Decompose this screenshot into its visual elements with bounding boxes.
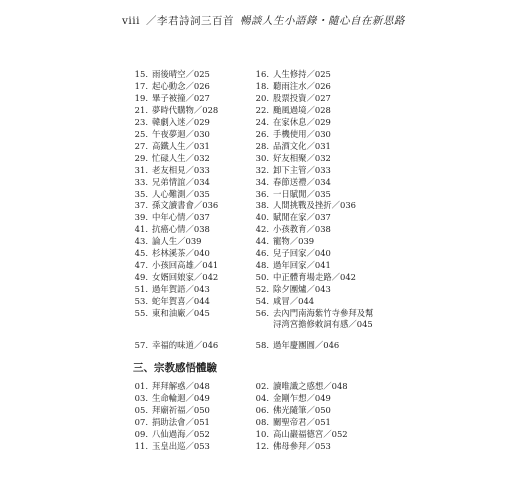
entry-title: 拜拜解惑／048	[152, 381, 210, 391]
entry-number: 26.	[255, 128, 269, 139]
entry-number: 15.	[134, 69, 148, 79]
toc-entry	[253, 308, 374, 330]
entry-title: 關聖帝君／051	[273, 416, 331, 427]
entry-number: 01.	[134, 381, 148, 391]
entry-number: 43.	[134, 236, 148, 247]
entry-number: 29.	[134, 152, 148, 163]
entry-number: 32.	[255, 164, 269, 175]
entry-number: 42.	[255, 224, 269, 235]
entry-number: 44.	[255, 236, 269, 247]
entry-number: 04.	[255, 392, 269, 403]
entry-title: 幸福的味道／046	[152, 340, 219, 350]
toc-entry	[253, 165, 331, 176]
toc-entry	[253, 81, 331, 92]
entry-title: 一日賦閒／035	[273, 188, 331, 199]
entry-title: 春節送禮／034	[273, 176, 331, 187]
toc-entry	[253, 200, 356, 211]
toc-entry	[253, 296, 314, 307]
entry-title: 午夜夢迴／030	[152, 128, 210, 139]
toc-entry	[132, 93, 210, 104]
entry-title: 股票投資／027	[273, 92, 331, 103]
entry-number: 23.	[134, 116, 148, 127]
entry-number: 50.	[255, 272, 269, 283]
entry-title: 人間挑戰及挫折／036	[273, 200, 356, 211]
entry-title: 夢時代購物／028	[152, 104, 219, 115]
entry-title: 過年慶團圓／046	[273, 340, 340, 350]
toc-entry	[132, 177, 210, 188]
entry-number: 18.	[255, 80, 269, 91]
entry-number: 21.	[134, 104, 148, 115]
toc-entry	[253, 405, 331, 416]
entry-title: 手機使用／030	[273, 128, 331, 139]
entry-title: 人心難測／035	[152, 188, 210, 199]
entry-title: 金剛乍想／049	[273, 392, 331, 403]
entry-title: 咸冒／044	[273, 296, 315, 307]
toc-entry	[253, 236, 314, 247]
entry-title: 佛光隨筆／050	[273, 404, 331, 415]
toc-entry	[132, 81, 210, 92]
book-subtitle: 暢談人生小語錄・隨心自在新思路	[240, 15, 406, 27]
entry-number: 08.	[255, 416, 269, 427]
entry-title: 讀唯識之感想／048	[273, 381, 348, 391]
entry-title: 玉皇出巡／053	[152, 440, 210, 451]
toc-entry	[253, 117, 331, 128]
toc-entry	[253, 224, 331, 235]
entry-number: 20.	[255, 92, 269, 103]
toc-entry	[253, 105, 331, 116]
entry-title: 去內門南海紫竹寺參拜及幫	[273, 308, 374, 318]
toc-entry	[132, 189, 210, 200]
toc-entry	[132, 105, 218, 116]
toc-entry	[253, 212, 331, 223]
entry-number: 49.	[134, 272, 148, 283]
entry-title: 捐助法會／051	[152, 416, 210, 427]
toc-entry	[132, 117, 210, 128]
entry-title: 賦閒在家／037	[273, 212, 331, 223]
entry-number: 11.	[134, 440, 148, 451]
toc-entry	[253, 69, 331, 80]
entry-number: 56.	[255, 308, 269, 318]
entry-number: 16.	[255, 69, 269, 79]
entry-number: 38.	[255, 200, 269, 211]
entry-title: 兄弟情誼／034	[152, 176, 210, 187]
entry-number: 24.	[255, 116, 269, 127]
toc-entry	[253, 441, 331, 452]
entry-title: 畢子被撞／027	[152, 92, 210, 103]
page-header	[122, 13, 405, 28]
toc-entry	[253, 260, 331, 271]
toc-entry	[132, 284, 210, 295]
toc-entry	[132, 200, 218, 211]
entry-number: 31.	[134, 164, 148, 175]
entry-title: 蛇年賀喜／044	[152, 296, 210, 307]
toc-entry	[253, 417, 331, 428]
entry-number: 09.	[134, 428, 148, 439]
entry-title: 卸下主管／033	[273, 164, 331, 175]
toc-entry	[132, 141, 210, 152]
entry-title: 論人生／039	[152, 236, 202, 247]
entry-title: 人生修持／025	[273, 69, 331, 79]
entry-title-continued: 浔湾宮擔修敕詞有感／045	[273, 319, 373, 329]
toc-entry	[132, 381, 210, 392]
toc-entry	[132, 417, 210, 428]
entry-number: 41.	[134, 224, 148, 235]
entry-title: 中正體育場走路／042	[273, 272, 356, 283]
entry-title: 八仙過海／052	[152, 428, 210, 439]
toc-entry	[132, 129, 210, 140]
toc-entry	[132, 248, 210, 259]
entry-number: 40.	[255, 212, 269, 223]
entry-number: 28.	[255, 140, 269, 151]
toc-entry	[132, 429, 210, 440]
entry-number: 51.	[134, 284, 148, 295]
entry-title: 拜廟祈福／050	[152, 404, 210, 415]
entry-number: 55.	[134, 308, 148, 318]
toc-entry	[132, 308, 210, 319]
toc-entry	[253, 177, 331, 188]
entry-title: 寵物／039	[273, 236, 315, 247]
entry-number: 10.	[255, 428, 269, 439]
toc-entry	[253, 340, 339, 351]
entry-title: 杉林溪茶／040	[152, 248, 210, 259]
toc-entry	[132, 272, 218, 283]
entry-number: 45.	[134, 248, 148, 259]
toc-entry	[253, 189, 331, 200]
entry-number: 52.	[255, 284, 269, 295]
entry-number: 34.	[255, 176, 269, 187]
entry-number: 25.	[134, 128, 148, 139]
toc-entry	[253, 381, 348, 392]
toc-entry	[253, 284, 331, 295]
toc-entry	[253, 153, 331, 164]
entry-title: 小孩回高雄／041	[152, 260, 219, 271]
entry-title: 聽雨注水／026	[273, 80, 331, 91]
entry-number: 07.	[134, 416, 148, 427]
toc-entry	[253, 93, 331, 104]
entry-title: 雨後晴空／025	[152, 69, 210, 79]
entry-title: 韓劇入迷／029	[152, 116, 210, 127]
entry-number: 03.	[134, 392, 148, 403]
entry-title: 小孩教育／038	[273, 224, 331, 235]
entry-number: 47.	[134, 260, 148, 271]
entry-number: 54.	[255, 296, 269, 307]
toc-entry	[253, 129, 331, 140]
entry-title: 品酒文化／031	[273, 140, 331, 151]
entry-title: 中年心情／037	[152, 212, 210, 223]
page-number: viii	[122, 15, 141, 27]
entry-number: 22.	[255, 104, 269, 115]
toc-entry	[132, 69, 210, 80]
entry-number: 06.	[255, 404, 269, 415]
entry-title: 抗癌心情／038	[152, 224, 210, 235]
toc-entry	[132, 224, 210, 235]
entry-number: 02.	[255, 381, 269, 391]
toc-entry	[253, 248, 331, 259]
entry-number: 39.	[134, 212, 148, 223]
entry-title: 過年賀語／043	[152, 284, 210, 295]
entry-number: 46.	[255, 248, 269, 259]
toc-entry	[253, 141, 331, 152]
toc-entry	[132, 441, 210, 452]
entry-title: 颱風過境／028	[273, 104, 331, 115]
section-heading: 三、宗教感悟體驗	[133, 362, 217, 374]
toc-entry	[132, 165, 210, 176]
entry-title: 除夕團爐／043	[273, 284, 331, 295]
entry-title: 孫文讀書會／036	[152, 200, 219, 211]
entry-number: 53.	[134, 296, 148, 307]
entry-title: 在家休息／029	[273, 116, 331, 127]
entry-number: 37.	[134, 200, 148, 211]
entry-title: 起心動念／026	[152, 80, 210, 91]
entry-number: 30.	[255, 152, 269, 163]
toc-entry	[132, 260, 218, 271]
toc-entry	[253, 272, 356, 283]
toc-entry	[132, 296, 210, 307]
entry-title: 佛母參拜／053	[273, 440, 331, 451]
entry-number: 12.	[255, 440, 269, 451]
entry-number: 17.	[134, 80, 148, 91]
book-title: ／李君詩詞三百首	[146, 15, 235, 27]
toc-entry	[132, 393, 210, 404]
entry-title: 過年回家／041	[273, 260, 331, 271]
entry-number: 35.	[134, 188, 148, 199]
entry-number: 33.	[134, 176, 148, 187]
entry-title: 兒子回家／040	[273, 248, 331, 259]
entry-title: 好友相聚／032	[273, 152, 331, 163]
toc-entry	[253, 393, 331, 404]
entry-title: 老友相見／033	[152, 164, 210, 175]
entry-number: 05.	[134, 404, 148, 415]
toc-entry	[132, 340, 218, 351]
toc-entry	[132, 153, 210, 164]
toc-entry	[132, 405, 210, 416]
entry-number: 19.	[134, 92, 148, 103]
entry-number: 57.	[134, 340, 148, 350]
entry-number: 48.	[255, 260, 269, 271]
entry-title: 女婿回娘家／042	[152, 272, 219, 283]
entry-title: 高鐵人生／031	[152, 140, 210, 151]
entry-title: 東和油廠／045	[152, 308, 210, 318]
toc-entry	[253, 429, 348, 440]
entry-title: 忙碌人生／032	[152, 152, 210, 163]
toc-entry	[132, 236, 202, 247]
entry-title: 生命輪迴／049	[152, 392, 210, 403]
entry-number: 27.	[134, 140, 148, 151]
entry-title: 高山巖福德宮／052	[273, 428, 348, 439]
entry-number: 58.	[255, 340, 269, 350]
toc-entry	[132, 212, 210, 223]
entry-number: 36.	[255, 188, 269, 199]
